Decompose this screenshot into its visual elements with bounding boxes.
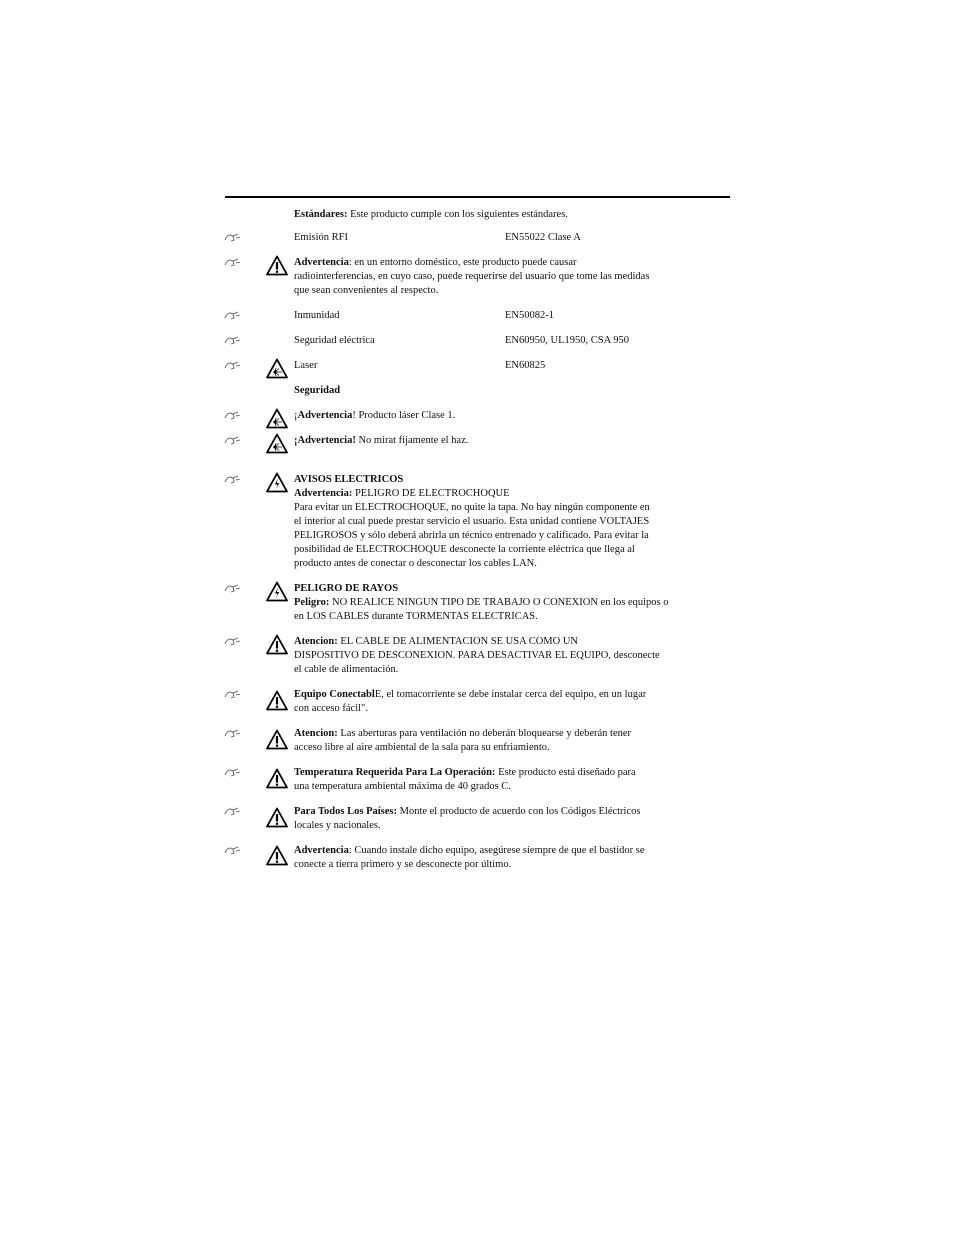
exclamation-triangle-icon [266, 255, 288, 276]
warning-text: que sean convenientes al respecto. [294, 285, 439, 296]
pointing-hand-icon [224, 767, 242, 777]
standard-name: Seguridad eléctrica [294, 335, 375, 346]
note-label: Atencion: [294, 636, 338, 647]
warning-prefix: ¡ [294, 410, 298, 421]
laser-triangle-icon [266, 433, 288, 454]
note-label: Advertencia [294, 845, 349, 856]
note-text: locales y nacionales. [294, 820, 381, 831]
laser-triangle-icon [266, 358, 288, 379]
note-text: Las aberturas para ventilación no deberán bloquearse y deberán tener [337, 728, 632, 739]
exclamation-triangle-icon [266, 768, 288, 789]
warning-text: PELIGROSOS y sólo deberá abrirla un técnico entrenado y calificado. Para evitar la [294, 530, 649, 541]
standards-label: Estándares: [294, 209, 348, 220]
exclamation-triangle-icon [266, 729, 288, 750]
avisos-heading: AVISOS ELECTRICOS [294, 474, 404, 485]
note-text: acceso libre al aire ambiental de la sala para su enfriamiento. [294, 742, 550, 753]
standard-value: EN60825 [505, 360, 546, 371]
seguridad-heading: Seguridad [294, 385, 341, 396]
standards-text: Este producto cumple con los siguientes estándares. [347, 209, 568, 220]
standard-value: EN55022 Clase A [505, 232, 581, 243]
standard-name: Emisión RFI [294, 232, 348, 243]
standard-value: EN50082-1 [505, 310, 554, 321]
warning-text: en LOS CABLES durante TORMENTAS ELECTRICAS. [294, 611, 538, 622]
exclamation-triangle-icon [266, 807, 288, 828]
pointing-hand-icon [224, 310, 242, 320]
warning-text: posibilidad de ELECTROCHOQUE desconecte la corriente eléctrica que llega al [294, 544, 635, 555]
note-label: Para Todos Los Países: [294, 806, 397, 817]
pointing-hand-icon [224, 435, 242, 445]
pointing-hand-icon [224, 689, 242, 699]
pointing-hand-icon [224, 806, 242, 816]
note-text: E, el tomacorriente se debe instalar cerca del equipo, en un lugar [374, 689, 647, 700]
standard-name: Laser [294, 360, 318, 371]
header-rule [225, 196, 730, 198]
warning-text: No mirat fijamente el haz. [355, 435, 469, 446]
pointing-hand-icon [224, 410, 242, 420]
pointing-hand-icon [224, 583, 242, 593]
warning-text: NO REALICE NINGUN TIPO DE TRABAJO O CONEXION en los equipos o [329, 597, 669, 608]
note-text: con acceso fácil". [294, 703, 368, 714]
note-text: DISPOSITIVO DE DESCONEXION. PARA DESACTIVAR EL EQUIPO, desconecte [294, 650, 660, 661]
note-label: Atencion: [294, 728, 338, 739]
exclamation-triangle-icon [266, 634, 288, 655]
note-text: EL CABLE DE ALIMENTACION SE USA COMO UN [337, 636, 579, 647]
note-text: una temperatura ambiental máxima de 40 grados C. [294, 781, 511, 792]
warning-text: ! Producto láser Clase 1. [352, 410, 456, 421]
pointing-hand-icon [224, 845, 242, 855]
laser-triangle-icon [266, 408, 288, 429]
note-text: Este producto está diseñado para [495, 767, 636, 778]
pointing-hand-icon [224, 257, 242, 267]
note-text: : Cuando instale dicho equipo, asegúrese siempre de que el bastidor se [348, 845, 645, 856]
standard-value: EN60950, UL1950, CSA 950 [505, 335, 629, 346]
pointing-hand-icon [224, 360, 242, 370]
exclamation-triangle-icon [266, 690, 288, 711]
warning-text: Para evitar un ELECTROCHOQUE, no quite la tapa. No hay ningún componente en [294, 502, 650, 513]
warning-text: producto antes de conectar o desconectar los cables LAN. [294, 558, 537, 569]
pointing-hand-icon [224, 636, 242, 646]
pointing-hand-icon [224, 728, 242, 738]
warning-text: PELIGRO DE ELECTROCHOQUE [352, 488, 510, 499]
note-text: el cable de alimentación. [294, 664, 399, 675]
pointing-hand-icon [224, 335, 242, 345]
warning-label: Peligro: [294, 597, 330, 608]
pointing-hand-icon [224, 474, 242, 484]
note-label: Temperatura Requerida Para La Operación: [294, 767, 496, 778]
note-text: Monte el producto de acuerdo con los Códigos Eléctricos [396, 806, 641, 817]
warning-label: Advertencia [297, 410, 353, 421]
warning-text: : en un entorno doméstico, este producto puede causar [348, 257, 577, 268]
pointing-hand-icon [224, 232, 242, 242]
warning-label: Advertencia [294, 257, 349, 268]
exclamation-triangle-icon [266, 845, 288, 866]
lightning-triangle-icon [266, 581, 288, 602]
warning-text: radiointerferencias, en cuyo caso, puede requerirse del usuario que tome las medidas [294, 271, 650, 282]
standard-name: Inmunidad [294, 310, 340, 321]
lightning-triangle-icon [266, 472, 288, 493]
rayos-heading: PELIGRO DE RAYOS [294, 583, 399, 594]
note-label: Equipo Conectabl [294, 689, 375, 700]
note-text: conecte a tierra primero y se desconecte por último. [294, 859, 512, 870]
warning-label: ¡Advertencia! [294, 435, 356, 446]
warning-label: Advertencia: [294, 488, 353, 499]
warning-text: el interior al cual puede prestar servicio el usuario. Esta unidad contiene VOLTAJES [294, 516, 650, 527]
